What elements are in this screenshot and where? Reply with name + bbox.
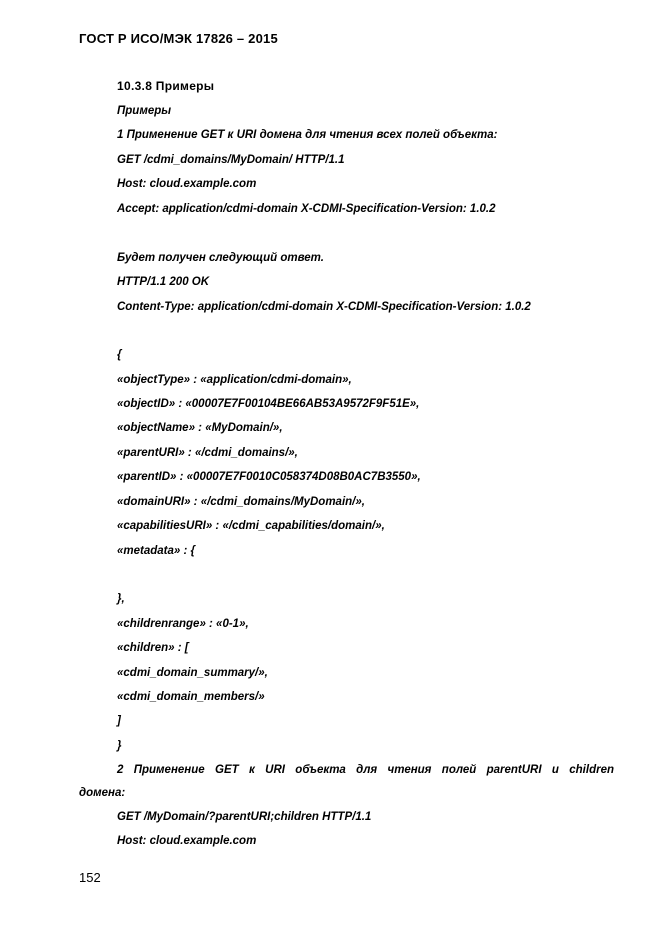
example-2-host: Host: cloud.example.com bbox=[117, 835, 257, 847]
content-type-line: Content-Type: application/cdmi-domain X-CDMI-Specification-Version: 1.0.2 bbox=[117, 301, 531, 313]
json-child-members: «cdmi_domain_members/» bbox=[117, 691, 265, 703]
json-object-name: «objectName» : «MyDomain/», bbox=[117, 422, 283, 434]
response-status: HTTP/1.1 200 OK bbox=[117, 276, 210, 288]
json-capabilities-uri: «capabilitiesURI» : «/cdmi_capabilities/domain/», bbox=[117, 520, 385, 532]
example-1-description: 1 Применение GET к URI домена для чтения всех полей объекта: bbox=[117, 129, 498, 141]
json-child-summary: «cdmi_domain_summary/», bbox=[117, 667, 268, 679]
json-metadata-close: }, bbox=[117, 593, 125, 605]
json-parent-id: «parentID» : «00007E7F0010C058374D08B0AC7B3550», bbox=[117, 471, 421, 483]
json-children-close: ] bbox=[117, 715, 121, 727]
page-number: 152 bbox=[79, 870, 101, 885]
section-title: 10.3.8 Примеры bbox=[117, 79, 215, 93]
examples-label: Примеры bbox=[117, 105, 172, 117]
json-object-id: «objectID» : «00007E7F00104BE66AB53A9572F9F51E», bbox=[117, 398, 420, 410]
json-domain-uri: «domainURI» : «/cdmi_domains/MyDomain/», bbox=[117, 496, 365, 508]
example-2-description-cont: домена: bbox=[79, 787, 126, 799]
json-parent-uri: «parentURI» : «/cdmi_domains/», bbox=[117, 447, 298, 459]
json-close-brace: } bbox=[117, 740, 122, 752]
example-2-request: GET /MyDomain/?parentURI;children HTTP/1.1 bbox=[117, 811, 372, 823]
json-metadata: «metadata» : { bbox=[117, 545, 195, 557]
accept-line: Accept: application/cdmi-domain X-CDMI-Specification-Version: 1.0.2 bbox=[117, 203, 496, 215]
response-intro: Будет получен следующий ответ. bbox=[117, 252, 324, 264]
json-children-range: «childrenrange» : «0-1», bbox=[117, 618, 249, 630]
json-object-type: «objectType» : «application/cdmi-domain», bbox=[117, 374, 352, 386]
request-line: GET /cdmi_domains/MyDomain/ HTTP/1.1 bbox=[117, 154, 345, 166]
host-line: Host: cloud.example.com bbox=[117, 178, 257, 190]
json-open-brace: { bbox=[117, 349, 122, 361]
page-header: ГОСТ Р ИСО/МЭК 17826 – 2015 bbox=[79, 31, 278, 46]
json-children: «children» : [ bbox=[117, 642, 189, 654]
example-2-description: 2 Применение GET к URI объекта для чтения полей parentURI и children bbox=[117, 764, 614, 776]
